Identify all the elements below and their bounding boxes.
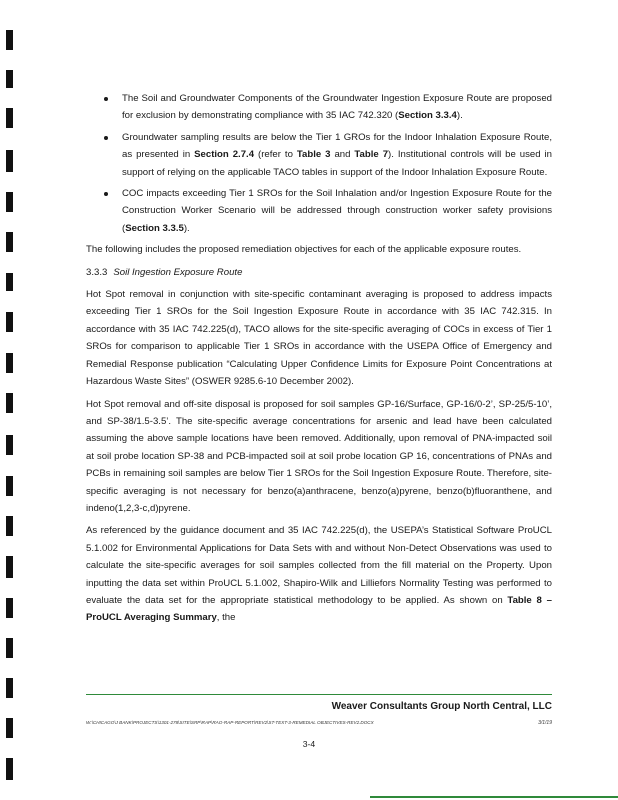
- bullet-list: [86, 90, 552, 237]
- bullet-text: ).: [183, 222, 190, 234]
- binder-mark: [6, 516, 13, 536]
- body-paragraph: Hot Spot removal and off-site disposal is proposed for soil samples GP-16/Surface, GP-16/0-2’, SP-25/5-10’, and SP-38/1.5-3.5’. The site-specific average concentrations for arsenic and lead have been calculated assuming the above sample locations have been removed. Additionally, upon removal of PNA-impacted soil at soil probe location SP-38 and PCB-impacted soil at soil probe location GP 16, concentrations of PNAs and PCBs in remaining soil samples are below Tier 1 SROs for the Soil Ingestion Exposure Route. Therefore, site-specific averaging is not necessary for benzo(a)anthracene, benzo(a)pyrene, benzo(b)fluoranthene, and indeno(1,2,3-c,d)pyrene.: [86, 398, 552, 514]
- binder-mark: [6, 598, 13, 618]
- footer-company: Weaver Consultants Group North Central, LLC: [331, 701, 552, 712]
- paragraph-text: As referenced by the guidance document and 35 IAC 742.225(d), the USEPA’s Statistical Software ProUCL 5.1.002 for Environmental Applications for Data Sets with and without Non-Detect Observations was used to calculate the site-specific averages for soil samples collected from the fill material on the Property. Upon inputting the data set within ProUCL 5.1.002, Shapiro-Wilk and Lilliefors Normality Testing was performed to evaluate the data set for the appropriate statistical methodology to be applied. As shown on: [86, 525, 552, 606]
- section-number: 3.3.3: [86, 266, 108, 278]
- bullet-text: The Soil and Groundwater Components of the Groundwater Ingestion Exposure Route are proposed for exclusion by demonstrating compliance with 35 IAC 742.320 (: [122, 93, 552, 122]
- binder-mark: [6, 192, 13, 212]
- binder-mark: [6, 678, 13, 698]
- bottom-rule: [370, 796, 618, 798]
- binder-mark: [6, 476, 13, 496]
- binder-mark: [6, 393, 13, 413]
- bullet-dot-icon: [104, 97, 108, 101]
- bullet-dot-icon: [104, 192, 108, 196]
- bullet-item: [86, 129, 552, 181]
- bullet-text: Groundwater sampling results are below the Tier 1 GROs for the Indoor Inhalation Exposure Route, as presented in: [122, 131, 552, 161]
- binder-mark: [6, 150, 13, 172]
- bullet-text: and: [330, 149, 355, 161]
- binder-mark: [6, 312, 13, 332]
- section-title: Soil Ingestion Exposure Route: [113, 266, 243, 278]
- binder-mark: [6, 108, 13, 128]
- table-reference: Table 7: [354, 149, 389, 161]
- binder-mark: [6, 70, 13, 88]
- intro-paragraph: The following includes the proposed remediation objectives for each of the applicable exposure routes.: [86, 244, 522, 256]
- bullet-text: COC impacts exceeding Tier 1 SROs for the Soil Inhalation and/or Ingestion Exposure Route for the Construction Worker Scenario will be addressed through construction worker safety provisions (: [122, 188, 552, 234]
- footer-file-path: W:\CHICAGO\J BANK\PROJECTS\1301-278\SITE\SRP\RAP\RAO-RAP-REPORT\REV2\ST-TEXT-3-REMEDIAL OBJECTIVES-REV2.DOCX: [86, 720, 374, 725]
- section-heading: [86, 264, 552, 281]
- binder-mark: [6, 638, 13, 658]
- bullet-text: ). Institutional controls will be used in support of relying on the applicable TACO tables in support of the Indoor Inhalation Exposure Route.: [122, 149, 552, 178]
- bullet-text: (refer to: [254, 149, 297, 161]
- bullet-item: [86, 90, 552, 125]
- binder-mark: [6, 30, 13, 50]
- bullet-text: ).: [456, 110, 463, 122]
- bullet-item: [86, 185, 552, 237]
- binder-mark: [6, 273, 13, 291]
- binder-mark: [6, 718, 13, 738]
- page-number: 3-4: [302, 739, 316, 749]
- table-reference: Table 3: [296, 149, 331, 161]
- footer-divider: [86, 694, 552, 695]
- document-body: [86, 90, 552, 632]
- bullet-dot-icon: [104, 136, 108, 140]
- binder-mark: [6, 232, 13, 252]
- paragraph-text: , the: [216, 612, 236, 624]
- section-reference: Section 2.7.4: [194, 149, 255, 161]
- body-paragraph: Hot Spot removal in conjunction with site-specific contaminant averaging is proposed to address impacts exceeding Tier 1 SROs for the Soil Ingestion Exposure Route in accordance with 35 IAC 742.315. In accordance with 35 IAC 742.225(d), TACO allows for the site-specific averaging of COCs in excess of Tier 1 SROs for comparison to applicable Tier 1 SROs in accordance with the USEPA Office of Emergency and Remedial Response publication “Calculating Upper Confidence Limits for Exposure Point Concentrations at Hazardous Waste Sites” (OSWER 9285.6-10 December 2002).: [86, 289, 552, 388]
- binder-mark: [6, 353, 13, 373]
- table-reference: Table 8 – ProUCL Averaging Summary: [86, 594, 552, 624]
- body-paragraph: [86, 522, 552, 626]
- binder-mark: [6, 435, 13, 455]
- binder-mark: [6, 758, 13, 780]
- section-reference: Section 3.3.4: [398, 110, 457, 122]
- binder-mark: [6, 556, 13, 578]
- section-reference: Section 3.3.5: [125, 222, 184, 234]
- footer-date: 3/1/19: [538, 720, 552, 726]
